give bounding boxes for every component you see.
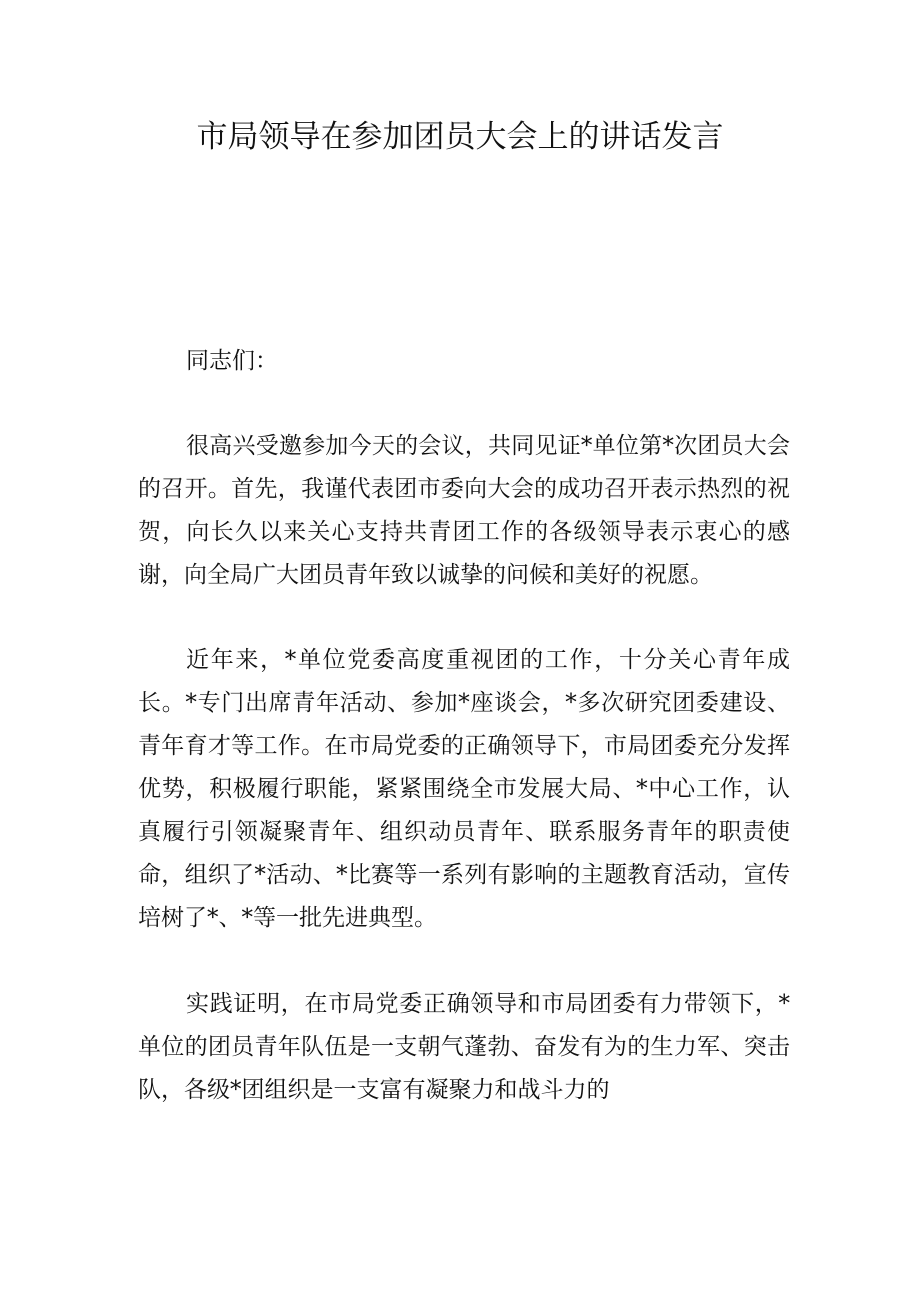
paragraph-1: 很高兴受邀参加今天的会议，共同见证*单位第*次团员大会的召开。首先，我谨代表团市委向大会的成功召开表示热烈的祝贺，向长久以来关心支持共青团工作的各级领导表示衷心的感谢，向全局广大团员青年致以诚挚的问候和美好的祝愿。 xyxy=(138,433,790,588)
document-title: 市局领导在参加团员大会上的讲话发言 xyxy=(196,119,724,155)
paragraph-2: 近年来，*单位党委高度重视团的工作，十分关心青年成长。*专门出席青年活动、参加*座谈会，*多次研究团委建设、青年育才等工作。在市局党委的正确领导下，市局团委充分发挥优势，积极履行职能，紧紧围绕全市发展大局、*中心工作，认真履行引领凝聚青年、组织动员青年、联系服务青年的职责使命，组织了*活动、*比赛等一系列有影响的主题教育活动，宣传培树了*、*等一批先进典型。 xyxy=(138,647,790,931)
paragraph-3: 实践证明，在市局党委正确领导和市局团委有力带领下，*单位的团员青年队伍是一支朝气蓬勃、奋发有为的生力军、突击队，各级*团组织是一支富有凝聚力和战斗力的 xyxy=(138,991,790,1103)
salutation: 同志们： xyxy=(186,348,278,374)
